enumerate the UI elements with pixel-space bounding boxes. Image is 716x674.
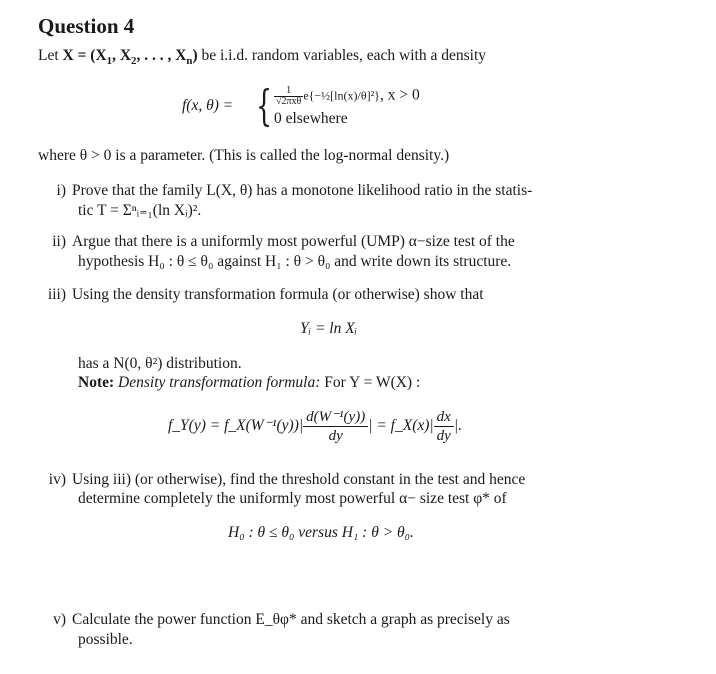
density-condition: , x > 0 (379, 86, 420, 104)
density-case-positive (274, 86, 420, 107)
density-coefficient: $\frac{1}{\text{√2πxθ}}$ (276, 85, 302, 107)
transform-fraction-2: $\frac{dx}{dy}$ (434, 408, 454, 445)
intro-vars: $X = (X_1$, $X_2$, . . . , $X_n$) (62, 47, 198, 68)
item-iv-line1: iv) Using iii) (or otherwise), find the threshold constant in the test and hence (38, 470, 525, 490)
density-exponential: e{−½[ln(x)/θ]²} (303, 88, 380, 103)
intro-post: be i.i.d. random variables, each with a density (197, 47, 487, 64)
density-case-elsewhere: 0 elsewhere (274, 110, 348, 127)
item-i-line1: i) Prove that the family L(X, θ) has a monotone likelihood ratio in the statis- (38, 181, 532, 201)
note-tail: For Y = W(X) : (320, 374, 421, 391)
question-title: Question 4 (38, 14, 135, 38)
density-lhs: f(x, θ) = (182, 97, 234, 114)
item-v-label: v) (53, 611, 66, 628)
intro-pre: Let (38, 47, 63, 64)
normal-distribution-line: has a N(0, θ²) distribution. (78, 355, 242, 372)
note-text: Density transformation formula: (114, 374, 321, 391)
item-ii-label: ii) (52, 233, 66, 250)
note-label: Note: (78, 374, 115, 391)
item-iv-line2: determine completely the uniformly most powerful α− size test φ* of (78, 490, 507, 507)
cases-brace: { (256, 81, 273, 130)
item-v-line2: possible. (78, 631, 133, 648)
item-i-line2: tic T = Σⁿᵢ₌₁(ln Xᵢ)². (78, 202, 202, 219)
transformation-formula: f_Y(y) = f_X(W⁻¹(y))| $\frac{\text{d(W⁻¹(y))}}{dy}$ | = f_X(x)| $\frac{dx}{dy}$ |. (168, 409, 462, 444)
item-iii-line1: iii) Using the density transformation formula (or otherwise) show that (38, 285, 484, 305)
item-ii-line1: ii) Argue that there is a uniformly most powerful (UMP) α−size test of the (38, 232, 515, 252)
intro-line (38, 46, 486, 66)
hypotheses-equation: H₀ : θ ≤ θ₀ versus H₁ : θ > θ₀. (228, 524, 414, 541)
log-transform-equation: Yᵢ = ln Xᵢ (300, 320, 358, 337)
note-line (78, 373, 420, 393)
item-v-line1: v) Calculate the power function E_θφ* and sketch a graph as precisely as (38, 610, 510, 630)
item-iv-label: iv) (48, 471, 66, 488)
item-iii-label: iii) (47, 286, 66, 303)
where-line: where θ > 0 is a parameter. (This is called the log-normal density.) (38, 147, 450, 164)
item-i-label: i) (56, 182, 66, 199)
transform-fraction-1: $\frac{\text{d(W⁻¹(y))}}{dy}$ (303, 408, 368, 445)
item-ii-line2: hypothesis H₀ : θ ≤ θ₀ against H₁ : θ > θ₀ and write down its structure. (78, 253, 512, 270)
